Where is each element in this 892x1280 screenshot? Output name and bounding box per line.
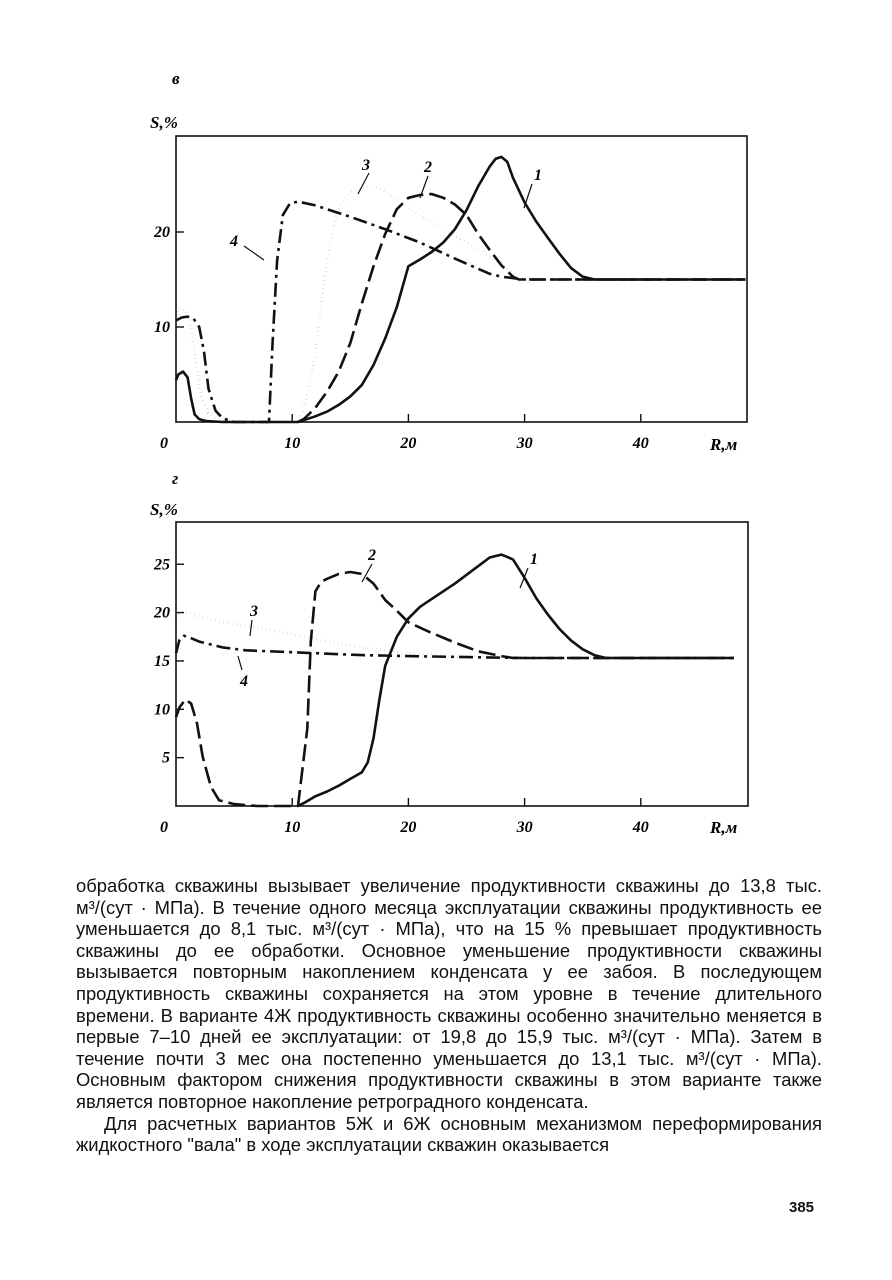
page-number: 385 bbox=[789, 1199, 815, 1216]
series-label-2: 2 bbox=[424, 159, 432, 176]
x-tick-label: 40 bbox=[632, 819, 649, 836]
y-tick-label: 20 bbox=[154, 604, 170, 622]
x-tick-label: 30 bbox=[516, 435, 533, 452]
series-label-2: 2 bbox=[368, 547, 376, 564]
x-tick-label: 20 bbox=[400, 819, 417, 836]
series-leader-line bbox=[244, 246, 264, 260]
series-leader-line bbox=[358, 173, 369, 194]
paragraph-1: обработка скважины вызывает увеличение продуктивности скважины до 13,8 тыс. м³/(сут · МПа). В течение одного месяца эксплуатации скважины продуктивность ее уменьшается до 8,1 тыс. м³/(сут · МПа), что на 15 % превышает продуктивность скважины до ее обработки. Основное уменьшение продуктивности скважины вызывается повторным накоплением конденсата у ее забоя. В последующем продуктивность скважины сохраняется на этом уровне в течение длительного времени. В варианте 4Ж продуктивность скважины особенно значительно меняется в первые 7–10 дней ее эксплуатации: от 19,8 до 15,9 тыс. м³/(сут · МПа). Затем в течение почти 3 мес она постепенно уменьшается до 13,1 тыс. м³/(сут · МПа). Основным фактором снижения продуктивности скважины в этом варианте также является повторное накопление ретроградного конденсата. bbox=[76, 875, 822, 1112]
x-axis-title: R,м bbox=[710, 818, 738, 837]
series-line-4 bbox=[176, 202, 745, 422]
series-line-4 bbox=[176, 636, 734, 658]
x-tick-label: 10 bbox=[284, 435, 301, 452]
panel-letter: в bbox=[172, 69, 180, 88]
series-line-2 bbox=[298, 194, 745, 422]
series-leader-line bbox=[238, 656, 242, 670]
x-tick-label: 20 bbox=[400, 435, 417, 452]
y-tick-label: 10 bbox=[154, 319, 170, 336]
y-tick-label: 20 bbox=[154, 224, 170, 241]
series-label-3: 3 bbox=[362, 157, 370, 174]
x-tick-label: 40 bbox=[632, 435, 649, 452]
y-tick-label: 5 bbox=[162, 749, 170, 767]
series-line-3 bbox=[176, 612, 734, 658]
chart-panel-g bbox=[0, 470, 892, 850]
y-axis-title: S,% bbox=[150, 500, 178, 519]
y-tick-label: 10 bbox=[154, 701, 170, 719]
series-line-1 bbox=[298, 555, 734, 806]
body-text bbox=[76, 875, 822, 1156]
x-tick-label: 30 bbox=[516, 819, 533, 836]
chart-panel-v bbox=[0, 60, 892, 460]
series-label-1: 1 bbox=[534, 167, 542, 184]
plot-frame bbox=[176, 522, 748, 806]
y-tick-label: 25 bbox=[154, 556, 170, 574]
series-leader-line bbox=[524, 184, 532, 208]
series-leader-line bbox=[420, 176, 428, 198]
y-tick-label: 15 bbox=[154, 652, 170, 670]
paragraph-2: Для расчетных вариантов 5Ж и 6Ж основным механизмом переформирования жидкостного "вала" в ходе эксплуатации скважин оказывается bbox=[76, 1112, 822, 1156]
series-label-4: 4 bbox=[240, 673, 248, 690]
x-tick-label: 10 bbox=[284, 819, 301, 836]
series-label-4: 4 bbox=[230, 233, 238, 250]
series-line-2 bbox=[176, 572, 734, 806]
series-label-1: 1 bbox=[530, 551, 538, 568]
x-tick-label: 0 bbox=[160, 819, 168, 836]
series-leader-line bbox=[250, 620, 252, 636]
series-label-3: 3 bbox=[250, 603, 258, 620]
series-line-1 bbox=[176, 157, 745, 422]
y-axis-title: S,% bbox=[150, 113, 178, 132]
x-axis-title: R,м bbox=[710, 435, 738, 454]
x-tick-label: 0 bbox=[160, 435, 168, 452]
panel-letter: г bbox=[172, 470, 179, 488]
series-line-3 bbox=[176, 186, 525, 422]
